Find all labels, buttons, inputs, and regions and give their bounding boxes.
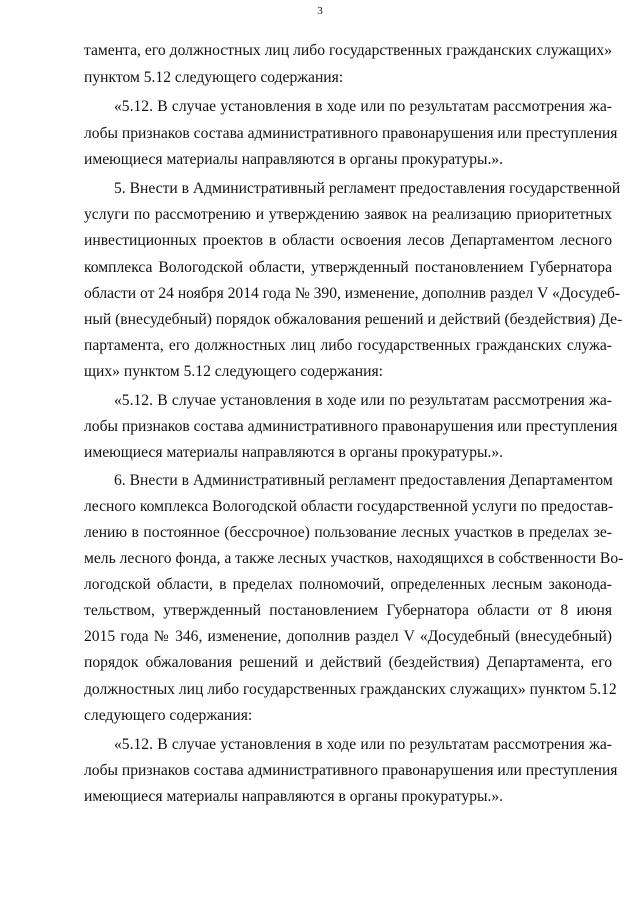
- text-line: области от 24 ноября 2014 года № 390, изменение, дополнив раздел V «Досудеб-: [84, 285, 621, 302]
- text-line: пунктом 5.12 следующего содержания:: [84, 69, 344, 86]
- text-line: лобы признаков состава административного правонарушения или преступления: [84, 418, 618, 435]
- text-line: имеющиеся материалы направляются в органы прокуратуры.».: [84, 444, 504, 461]
- text-line: лесного комплекса Вологодской области государственной услуги по предостав-: [84, 498, 614, 515]
- text-line: щих» пунктом 5.12 следующего содержания:: [84, 363, 384, 380]
- text-line: 2015 года № 346, изменение, дополнив раздел V «Досудебный (внесудебный): [84, 628, 612, 645]
- text-line: имеющиеся материалы направляются в органы прокуратуры.».: [84, 788, 504, 805]
- text-line: должностных лиц либо государственных гражданских служащих» пунктом 5.12: [84, 681, 617, 698]
- text-line: лобы признаков состава административного правонарушения или преступления: [84, 762, 618, 779]
- text-line: «5.12. В случае установления в ходе или по результатам рассмотрения жа-: [114, 98, 612, 115]
- text-line: тельством, утвержденный постановлением Губернатора области от 8 июня: [84, 602, 612, 619]
- page-number: 3: [317, 5, 323, 17]
- text-line: «5.12. В случае установления в ходе или по результатам рассмотрения жа-: [114, 736, 612, 753]
- text-line: мель лесного фонда, а также лесных участков, находящихся в собственности Во-: [84, 550, 624, 567]
- text-line: логодской области, в пределах полномочий, определенных лесным законода-: [84, 576, 612, 593]
- text-line: следующего содержания:: [84, 707, 253, 724]
- text-line: партамента, его должностных лиц либо государственных гражданских служа-: [84, 337, 612, 354]
- text-line: 5. Внести в Административный регламент предоставления государственной: [114, 180, 621, 197]
- text-line: инвестиционных проектов в области освоения лесов Департаментом лесного: [84, 232, 612, 249]
- text-line: лению в постоянное (бессрочное) пользование лесных участков в пределах зе-: [84, 524, 612, 541]
- text-line: имеющиеся материалы направляются в органы прокуратуры.».: [84, 151, 504, 168]
- text-line: 6. Внести в Административный регламент предоставления Департаментом: [114, 472, 613, 489]
- text-line: услуги по рассмотрению и утверждению заявок на реализацию приоритетных: [84, 206, 612, 223]
- text-line: тамента, его должностных лиц либо государственных гражданских служащих»: [84, 42, 612, 59]
- text-line: лобы признаков состава административного правонарушения или преступления: [84, 125, 618, 142]
- text-line: порядок обжалования решений и действий (бездействия) Департамента, его: [84, 654, 612, 671]
- text-line: «5.12. В случае установления в ходе или по результатам рассмотрения жа-: [114, 392, 612, 409]
- text-line: комплекса Вологодской области, утвержденный постановлением Губернатора: [84, 259, 612, 276]
- text-line: ный (внесудебный) порядок обжалования решений и действий (бездействия) Де-: [84, 311, 623, 328]
